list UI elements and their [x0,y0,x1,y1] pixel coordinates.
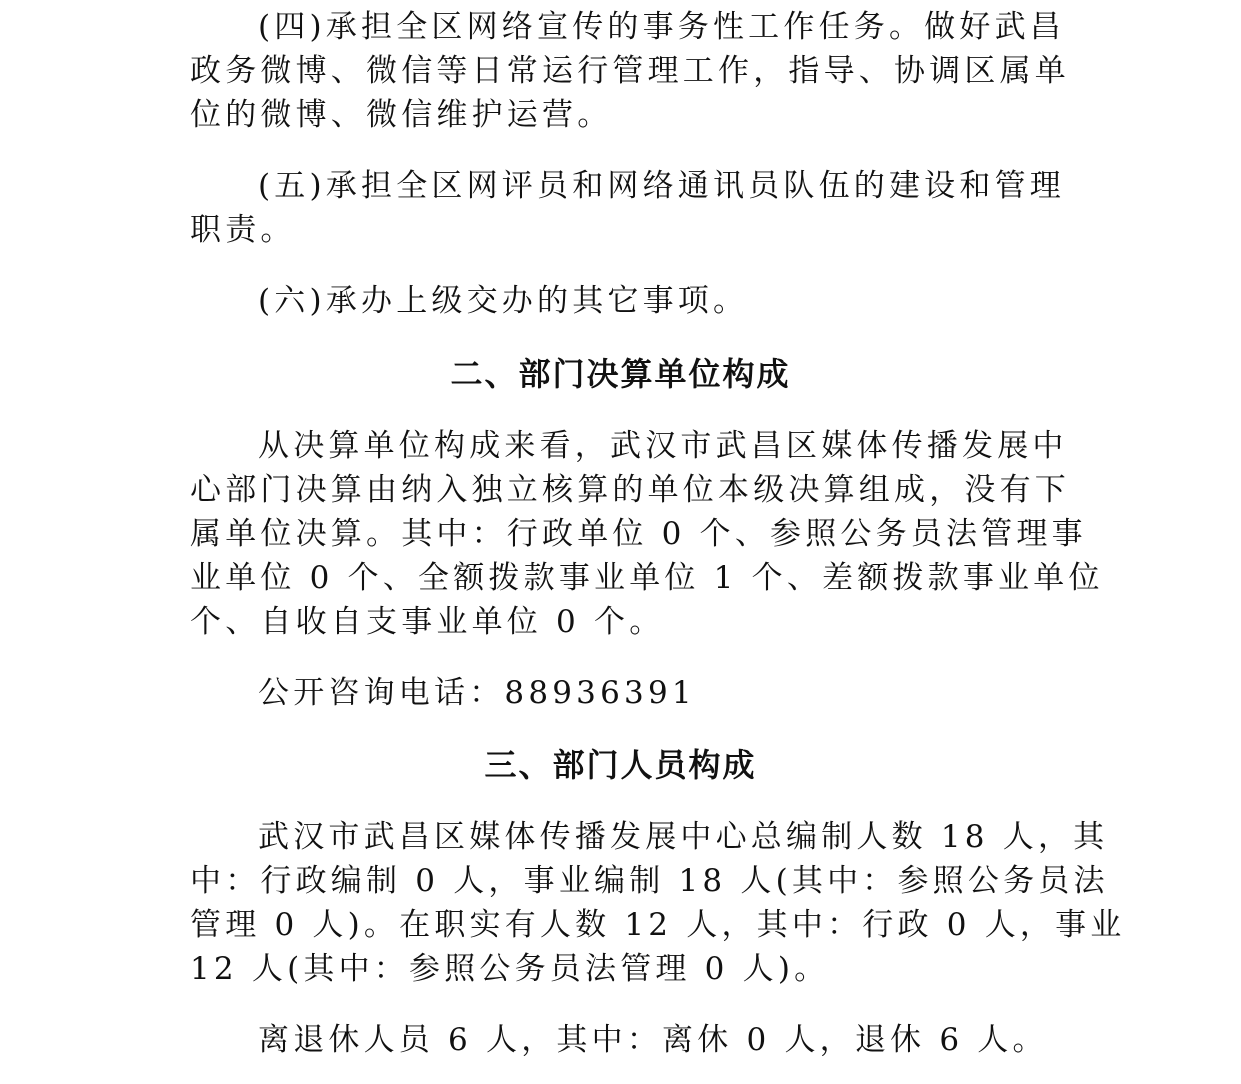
section-3-line-4: 12 人(其中：参照公务员法管理 0 人)。 [190,951,830,987]
paragraph-5-line-2: 职责。 [190,212,296,248]
section-3-title: 三、部门人员构成 [484,746,757,784]
paragraph-6-line-1: (六)承办上级交办的其它事项。 [258,283,749,319]
section-3-line-1: 武汉市武昌区媒体传播发展中心总编制人数 18 人，其 [258,819,1109,855]
section-3-line-3: 管理 0 人)。在职实有人数 12 人，其中：行政 0 人，事业 [190,907,1126,943]
section-3-line-2: 中：行政编制 0 人，事业编制 18 人(其中：参照公务员法 [190,863,1109,899]
section-2-line-2: 心部门决算由纳入独立核算的单位本级决算组成，没有下 [190,472,1070,508]
section-2-title: 二、部门决算单位构成 [450,355,791,393]
section-2-line-3: 属单位决算。其中：行政单位 0 个、参照公务员法管理事 [190,516,1087,552]
paragraph-4-line-2: 政务微博、微信等日常运行管理工作，指导、协调区属单 [190,53,1070,89]
consultation-phone: 公开咨询电话：88936391 [258,675,696,711]
retired-personnel-line: 离退休人员 6 人，其中：离休 0 人，退休 6 人。 [258,1022,1048,1058]
paragraph-4-line-1: (四)承担全区网络宣传的事务性工作任务。做好武昌 [258,9,1065,45]
paragraph-4-line-3: 位的微博、微信维护运营。 [190,97,613,133]
section-2-line-5: 个、自收自支事业单位 0 个。 [190,604,665,640]
section-2-line-4: 业单位 0 个、全额拨款事业单位 1 个、差额拨款事业单位 [190,560,1104,596]
section-2-line-1: 从决算单位构成来看，武汉市武昌区媒体传播发展中 [258,428,1068,464]
paragraph-5-line-1: (五)承担全区网评员和网络通讯员队伍的建设和管理 [258,168,1065,204]
